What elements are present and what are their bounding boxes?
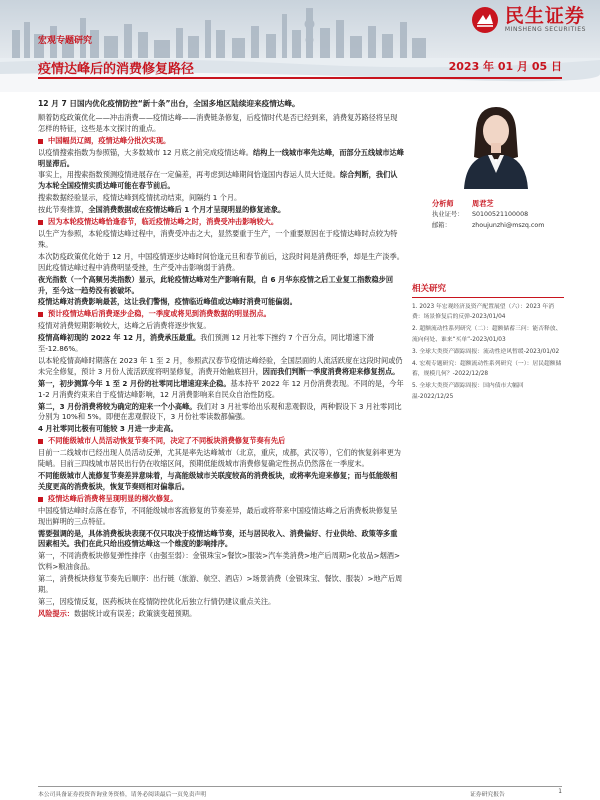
lead-paragraph: 12 月 7 日国内优化疫情防控“新十条”出台，全国多地区陆续迎来疫情达峰。 — [38, 99, 300, 108]
body-paragraph: 4 月社零同比极有可能较 3 月进一步走高。 — [38, 424, 178, 434]
body-paragraph — [38, 402, 404, 424]
section-heading: 中国幅员辽阔，疫情达峰分批次实现。 — [38, 136, 404, 147]
body-paragraph — [38, 379, 404, 401]
emphasis-span: 第二，3 月份消费将较为确定的迎来一个小高峰。 — [38, 401, 197, 411]
analyst-email[interactable]: zhoujunzhi@mszq.com — [472, 222, 545, 229]
body-paragraph: 不同能级城市人流修复节奏差异意味着，与高能级城市关联度较高的消费板块，或将率先迎来修复；而与低能级相关度更高的消费板块，恢复节奏则相对偏靠后。 — [38, 471, 398, 491]
body-paragraph: 第三，因疫情反复，医药板块在疫情防控优化后独立行情仍建议重点关注。 — [38, 596, 276, 606]
header-banner — [0, 0, 600, 92]
text-span: 事实上，用搜索指数预测疫情进展存在一定偏差，再考虑到达峰期间恰逢国内春运人员大迁徙。 — [38, 170, 340, 180]
emphasis-span: 需要强调的是，具体消费板块表现不仅只取决于疫情达峰节奏，还与居民收入、消费偏好、行业供给、政策等多重因素相关。 — [38, 528, 398, 549]
body-paragraph — [38, 356, 404, 378]
risk-warning — [38, 609, 404, 620]
analyst-name: 周君芝 — [472, 199, 494, 208]
related-title: 相关研究 — [412, 282, 564, 298]
minsheng-logo-icon — [471, 6, 499, 34]
emphasis-span: 因而我们判断一季度消费将迎来修复拐点。 — [262, 366, 400, 376]
analyst-photo — [446, 99, 546, 189]
report-date: 2023 年 01 月 05 日 — [448, 60, 562, 73]
header-divider — [38, 77, 562, 79]
text-span: 我们对 3 月社零给出乐观和悲观假设，两种假设下 3 月社零同比分别为 10%和 5%。即便在悲观假设下，3 月份社零读数都偏强。 — [38, 401, 402, 422]
license-label: 执业证号： — [432, 211, 464, 218]
related-item[interactable]: 4. 宏观专题研究：超额流动性系列研究（一）：居民超额储蓄，规模几何？-2022/12/28 — [412, 361, 562, 378]
body-paragraph: 第一，不同消费板块修复弹性排序（由强至弱）：金银珠宝>餐饮>服装>汽车类消费>地产后周期>化妆品>烟酒>饮料>粮油食品。 — [38, 551, 400, 572]
risk-label: 风险提示： — [38, 608, 74, 618]
body-paragraph — [38, 333, 404, 355]
text-span: 基本持平 2022 年 12 月份消费表现。不同的是，今年 1-2 月消费约束来自于疫情达峰影响，12 月消费影响来自民众自治性防疫。 — [38, 378, 404, 399]
text-span: 我们预测 12 月社零下挫约 7 个百分点，同比增速下滑至-12.86%。 — [38, 333, 375, 354]
intro-paragraph: 顺着防疫政策优化——冲击消费——疫情达峰——消费链条修复，后疫情时代是否已经到来，消费复苏路径将呈现怎样的特征，这些是本文探讨的重点。 — [38, 112, 398, 133]
risk-text: 数据统计或有误差；政策演变超预期。 — [73, 608, 197, 618]
brand-name-en: MINSHENG SECURITIES — [504, 26, 586, 33]
emphasis-span: 我们在此只给出疫情达峰这一个维度的影响排序。 — [73, 539, 233, 549]
emphasis-span: 结构上一线城市率先达峰，而部分五线城市达峰明显滞后。 — [38, 147, 404, 168]
footer-disclaimer: 本公司具备证券投资咨询业务资格，请务必阅读最后一页免责声明 — [38, 792, 207, 798]
footer-divider — [38, 786, 562, 787]
page-number: 1 — [558, 789, 562, 795]
body-paragraph: 夜光指数（一个高频另类指数）显示，此轮疫情达峰对生产影响有限，自 6 月华东疫情之后工业复工指数稳步回升，至今这一趋势没有被破坏。 — [38, 274, 394, 295]
related-research — [412, 282, 564, 404]
emphasis-span: 全国消费数据或在疫情达峰后 1 个月才呈现明显的修复迹象。 — [88, 205, 286, 215]
body-paragraph: 本次防疫政策优化始于 12 月，中国疫情逐步达峰时间恰逢元旦和春节前后，这段时间是消费旺季，却是生产淡季。因此疫情达峰过程中消费明显受挫，生产受冲击影响弱于消费。 — [38, 251, 404, 272]
related-item[interactable]: 3. 全球大类资产跟踪周报：流动性逆风暂缓-2023/01/02 — [412, 348, 560, 355]
section-heading: 不同能级城市人员活动恢复节奏不同，决定了不同板块消费修复节奏有先后 — [38, 436, 404, 447]
company-logo — [471, 6, 586, 34]
emphasis-span: 疫情高峰初现的 2022 年 12 月，消费承压最重。 — [38, 333, 201, 343]
report-body — [38, 99, 404, 621]
section-heading: 疫情达峰后消费将呈现明显的梯次修复。 — [38, 494, 404, 505]
text-span: 以本轮疫情高峰时期落在 2023 年 1 至 2 月，参照武汉春节疫情达峰经验，全国层面的人流活跃度在这段时间或仍未完全修复，预计 3 月份人流活跃度将明显修复，消费开始触底回升， — [38, 355, 403, 376]
analyst-email-row — [432, 220, 562, 231]
analyst-info — [432, 198, 562, 231]
analyst-license-row — [432, 209, 562, 220]
related-item[interactable]: 1. 2023 年宏观经济及资产配置展望（六）：2023 年消费：场景修复后的反弹-2023/01/04 — [412, 304, 555, 321]
brand-name-cn: 民生证券 — [504, 5, 585, 27]
body-paragraph — [38, 529, 404, 551]
emphasis-span: 综合判断，我们认为本轮全国疫情实质达峰可能在春节前后。 — [38, 170, 398, 191]
text-span: 以疫情搜索指数为参照锚，大多数城市 12 月底之前完成疫情达峰。 — [38, 147, 253, 157]
footer-label: 证券研究报告 — [470, 792, 505, 798]
body-paragraph: 疫情对消费短期影响较大，达峰之后消费将逐步恢复。 — [38, 321, 211, 331]
report-title: 疫情达峰后的消费修复路径 — [38, 62, 195, 77]
body-paragraph: 中国疫情达峰时点落在春节，不同能级城市客流修复的节奏差异，最后或将带来中国疫情达峰之后消费板块修复呈现出鲜明的三点特征。 — [38, 505, 398, 526]
related-item[interactable]: 5. 全球大类资产跟踪周报：国内债市大幅回温-2022/12/25 — [412, 383, 524, 400]
section-heading: 因为本轮疫情达峰恰逢春节，临近疫情达峰之时，消费受冲击影响较大。 — [38, 217, 404, 228]
related-item[interactable]: 2. 超额流动性系列研究（二）：超额储蓄三问：能否释放、流向何处、谁来“买单”-2023/01/03 — [412, 326, 562, 343]
body-paragraph: 以生产为参照，本轮疫情达峰过程中，消费受冲击之大，显然要重于生产，一个重要原因在于疫情达峰时点较为特殊。 — [38, 228, 398, 249]
license-number: S0100521100008 — [472, 211, 529, 218]
body-paragraph — [38, 205, 404, 216]
body-paragraph: 疫情达峰对消费影响最甚，这让我们警惕，疫情临近峰值或达峰时消费可能偏弱。 — [38, 297, 297, 307]
body-paragraph: 第二，消费板块修复节奏先后顺序：出行链（旅游、航空、酒店）>场景消费（金银珠宝、餐饮、服装）>地产后周期。 — [38, 574, 403, 595]
analyst-portrait-image — [446, 99, 546, 189]
report-category: 宏观专题研究 — [38, 36, 93, 46]
analyst-card — [432, 99, 562, 231]
body-paragraph — [38, 170, 404, 192]
text-span: 按此节奏推算， — [38, 205, 89, 215]
body-paragraph: 目前一二线城市已经出现人员活动反弹，尤其是率先达峰城市（北京，重庆，成都，武汉等），它们的恢复斜率更为陡峭。目前三四线城市居民出行仍在收缩区间，预期低能级城市消费修复确定性拐点仍然落在一季度末。 — [38, 448, 401, 469]
section-heading: 预计疫情达峰后消费逐步企稳，一季度或将见到消费数据的明显拐点。 — [38, 309, 404, 320]
emphasis-span: 第一，初步测算今年 1 至 2 月份的社零同比增速迎来企稳。 — [38, 378, 231, 388]
email-label: 邮箱： — [432, 222, 451, 229]
body-paragraph: 搜索数据经验显示，疫情达峰到疫情扰动结束，间隔约 1 个月。 — [38, 193, 242, 203]
body-paragraph — [38, 148, 404, 170]
analyst-name-row — [432, 198, 562, 209]
analyst-role: 分析师 — [432, 199, 454, 208]
